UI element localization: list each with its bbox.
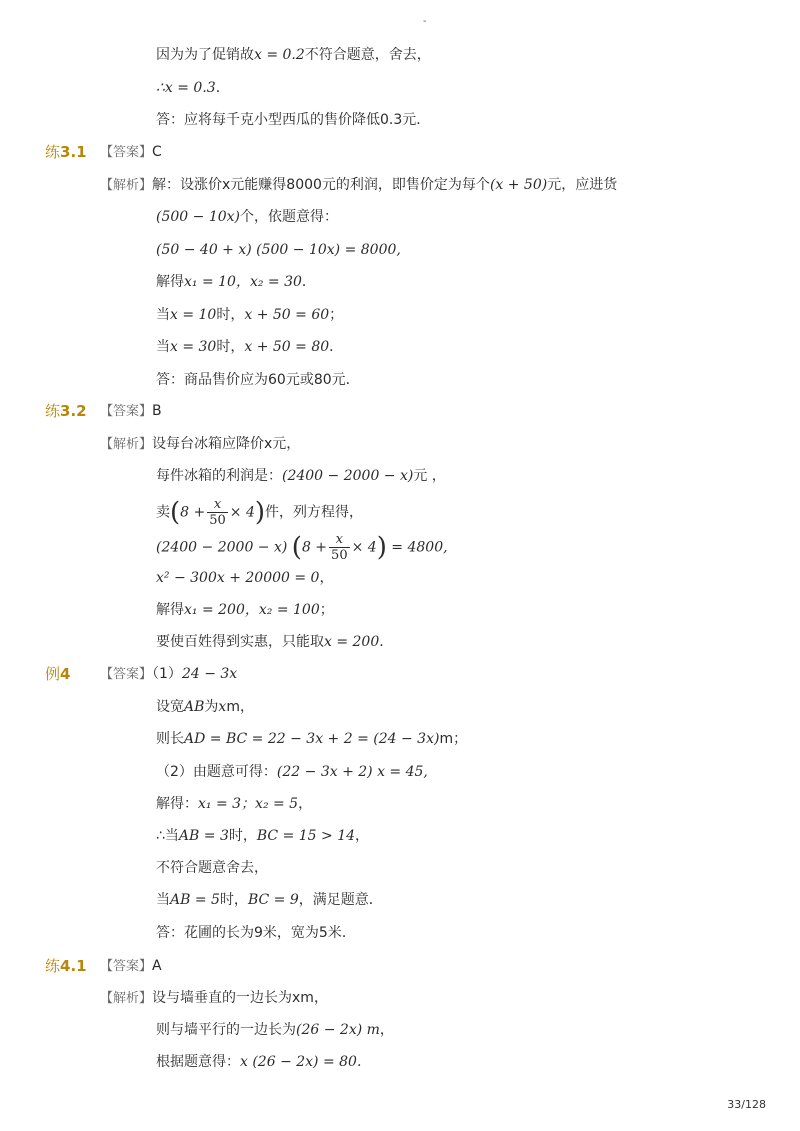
math: BC = 9 xyxy=(247,892,299,908)
math: 8 + xyxy=(301,539,328,556)
math: (2400 − 2000 − x) xyxy=(282,468,414,484)
text: ， xyxy=(298,796,313,812)
math: x = 10 xyxy=(170,307,217,323)
text: m， xyxy=(226,699,254,715)
answer-label: 【答案】 xyxy=(100,404,153,419)
sec32-line7 xyxy=(156,632,384,652)
math: (500 − 10x) xyxy=(156,209,240,225)
sec31-line7: 答：商品售价应为60元或80元． xyxy=(156,372,360,388)
math: x² − 300x + 20000 = 0 xyxy=(156,570,320,586)
right-paren: ) xyxy=(376,532,387,563)
math: 8 + xyxy=(180,504,206,521)
text: 设与墙垂直的一边长为xm， xyxy=(152,990,328,1006)
math: AB = 3 xyxy=(178,828,229,844)
sec41-line2 xyxy=(156,1020,394,1040)
exercise-tag-4-1: 练4.1 xyxy=(45,957,87,975)
math: x + 50 = 60 xyxy=(244,307,330,323)
analysis-label: 【解析】 xyxy=(100,991,153,1006)
math: AD = BC = 22 − 3x + 2 = (24 − 3x) xyxy=(184,731,440,747)
answer-label: 【答案】 xyxy=(100,667,153,682)
answer-line-4-1 xyxy=(100,956,162,977)
sec32-line5 xyxy=(156,568,333,588)
text: 个，依题意得： xyxy=(240,209,338,225)
analysis-label: 【解析】 xyxy=(100,178,153,193)
text: 当 xyxy=(156,307,170,323)
sec32-line3 xyxy=(156,497,363,528)
text: 解得 xyxy=(156,274,184,290)
text: ， xyxy=(379,1022,394,1038)
text: 元，应进货 xyxy=(547,177,618,193)
text: 设宽 xyxy=(156,699,184,715)
sec0-line3: 答：应将每千克小型西瓜的售价降低0.3元． xyxy=(156,112,431,128)
text: ． xyxy=(215,80,230,96)
text: 卖 xyxy=(156,504,170,521)
text: 每件冰箱的利润是： xyxy=(156,468,282,484)
sec0-line2 xyxy=(156,78,230,98)
math: x₁ = 10，x₂ = 30 xyxy=(184,274,302,290)
math: AB xyxy=(184,699,205,715)
answer-label: 【答案】 xyxy=(100,145,153,160)
sec4-line6: 不符合题意舍去， xyxy=(156,860,268,876)
left-paren: ( xyxy=(291,532,302,563)
text: 解得： xyxy=(156,796,198,812)
analysis-line-3-2 xyxy=(100,434,300,455)
math: (26 − 2x) m xyxy=(296,1022,380,1038)
math: 24 − 3x xyxy=(181,666,238,682)
sec31-line2 xyxy=(156,207,338,227)
text: m； xyxy=(439,731,468,747)
math: x = 30 xyxy=(170,339,217,355)
text: ； xyxy=(329,307,344,323)
math: x₁ = 200，x₂ = 100 xyxy=(184,602,320,618)
sec31-line6 xyxy=(156,337,343,357)
math: AB = 5 xyxy=(170,892,220,908)
text: 元 ， xyxy=(413,468,446,484)
text: 件，列方程得， xyxy=(265,504,364,521)
analysis-label: 【解析】 xyxy=(100,437,153,452)
text: 根据题意得： xyxy=(156,1054,240,1070)
math: x = 0.2 xyxy=(254,47,305,63)
sec32-line6 xyxy=(156,600,334,620)
sec32-line4 xyxy=(156,532,448,563)
analysis-line-4-1 xyxy=(100,988,328,1009)
math: (50 − 40 + x) (500 − 10x) = 8000, xyxy=(156,242,401,258)
answer-value: A xyxy=(152,958,162,974)
math: x + 50 = 80 xyxy=(244,339,330,355)
text: 则长 xyxy=(156,731,184,747)
sec4-line8: 答：花圃的长为9米，宽为5米． xyxy=(156,925,356,941)
math: ∴x = 0.3 xyxy=(156,80,216,96)
text: 要使百姓得到实惠，只能取 xyxy=(156,634,324,650)
text: 则与墙平行的一边长为 xyxy=(156,1022,296,1038)
math: x xyxy=(218,699,227,715)
text: ，满足题意． xyxy=(298,892,383,908)
top-dash: - xyxy=(423,16,427,27)
sec0-line1 xyxy=(156,45,431,65)
example-tag-4: 例4 xyxy=(45,665,71,683)
text: ． xyxy=(301,274,316,290)
math: (x + 50) xyxy=(489,177,548,193)
text: ∴当 xyxy=(156,828,179,844)
text: 解：设涨价x元能赚得8000元的利润，即售价定为每个 xyxy=(152,177,490,193)
sec4-line3 xyxy=(156,762,428,782)
text: ； xyxy=(319,602,334,618)
text: 时， xyxy=(228,828,257,844)
text: （2）由题意可得： xyxy=(156,764,277,780)
text: 解得 xyxy=(156,602,184,618)
analysis-line-3-1 xyxy=(100,175,617,196)
math: (22 − 3x + 2) x = 45, xyxy=(276,764,428,780)
text: ， xyxy=(355,828,370,844)
sec41-line3 xyxy=(156,1052,361,1072)
sec4-line1 xyxy=(156,697,254,717)
text: （1） xyxy=(152,666,182,682)
sec4-line7 xyxy=(156,890,383,910)
text: ， xyxy=(319,570,334,586)
exercise-tag-3-1: 练3.1 xyxy=(45,143,87,161)
answer-value: B xyxy=(152,403,162,419)
text: 当 xyxy=(156,339,170,355)
left-paren: ( xyxy=(170,497,181,528)
math: x₁ = 3；x₂ = 5 xyxy=(198,796,299,812)
math: × 4 xyxy=(229,504,255,521)
page-number: 33/128 xyxy=(727,1098,766,1111)
sec4-line5 xyxy=(156,826,369,846)
sec32-line2 xyxy=(156,466,446,486)
sec4-line4 xyxy=(156,794,312,814)
sec31-line4 xyxy=(156,272,316,292)
fraction: $\frac{x}{50}$ xyxy=(209,497,226,528)
text: 因为为了促销故 xyxy=(156,47,254,63)
sec4-line2 xyxy=(156,729,467,749)
text: ． xyxy=(329,339,344,355)
sec31-line5 xyxy=(156,305,343,325)
math: = 4800, xyxy=(391,539,448,556)
text: 为 xyxy=(204,699,219,715)
math: x = 200. xyxy=(324,634,384,650)
math: (2400 − 2000 − x) xyxy=(156,539,288,556)
text: 时， xyxy=(216,339,245,355)
text: 不符合题意，舍去， xyxy=(304,47,431,63)
answer-line-3-1 xyxy=(100,142,162,163)
text: 设每台冰箱应降价x元， xyxy=(152,436,301,452)
sec31-line3 xyxy=(156,240,401,260)
answer-label: 【答案】 xyxy=(100,959,153,974)
text: 时， xyxy=(216,307,245,323)
fraction: $\frac{x}{50}$ xyxy=(331,532,348,563)
right-paren: ) xyxy=(254,497,266,528)
math: × 4 xyxy=(351,539,377,556)
math: BC = 15 > 14 xyxy=(256,828,356,844)
answer-line-3-2 xyxy=(100,401,162,422)
text: 时， xyxy=(219,892,248,908)
text: 当 xyxy=(156,892,170,908)
exercise-tag-3-2: 练3.2 xyxy=(45,402,87,420)
math: x (26 − 2x) = 80. xyxy=(240,1054,362,1070)
answer-value: C xyxy=(152,144,162,160)
answer-line-4 xyxy=(100,664,237,685)
